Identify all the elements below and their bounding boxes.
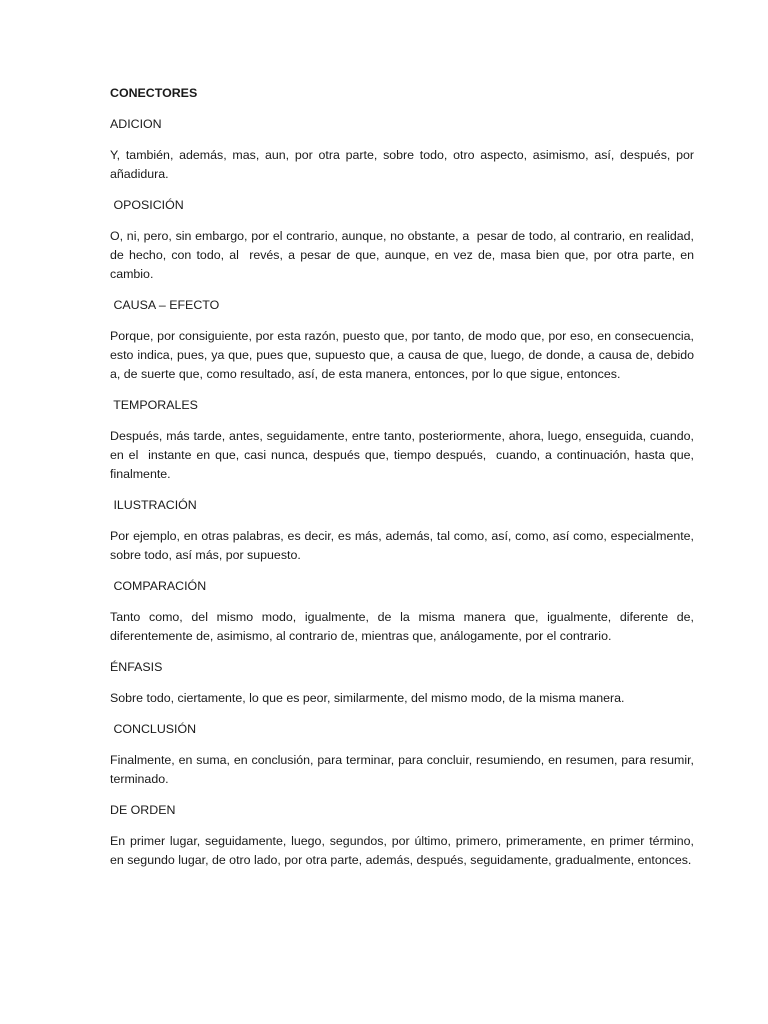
section-body: Sobre todo, ciertamente, lo que es peor, similarmente, del mismo modo, de la misma manera. xyxy=(110,691,625,705)
section-heading: ÉNFASIS xyxy=(110,660,163,674)
section-body: Y, también, además, mas, aun, por otra parte, sobre todo, otro aspecto, asimismo, así, después, por añadidura. xyxy=(110,148,698,181)
section-heading: CONCLUSIÓN xyxy=(110,722,197,736)
section-body: En primer lugar, seguidamente, luego, segundos, por último, primero, primeramente, en primer término, en segundo lugar, de otro lado, por otra parte, además, después, seguidamente, gradualmente, entonces. xyxy=(110,834,698,867)
section-heading: TEMPORALES xyxy=(110,398,198,412)
document-page xyxy=(110,84,698,882)
section-heading: ILUSTRACIÓN xyxy=(110,498,197,512)
section-enfasis xyxy=(110,658,694,708)
section-body: Por ejemplo, en otras palabras, es decir, es más, además, tal como, así, como, así como, especialmente, sobre todo, así más, por supuesto. xyxy=(110,529,698,562)
section-causa-efecto xyxy=(110,296,698,384)
section-heading: DE ORDEN xyxy=(110,803,176,817)
section-body: Después, más tarde, antes, seguidamente, entre tanto, posteriormente, ahora, luego, enseguida, cuando, en el instante en que, casi nunca, después que, tiempo después, cuando, a continuación, hasta que, finalmente. xyxy=(110,429,698,481)
section-temporales xyxy=(110,396,698,484)
section-body: Porque, por consiguiente, por esta razón, puesto que, por tanto, de modo que, por eso, en consecuencia, esto indica, pues, ya que, pues que, supuesto que, a causa de que, luego, de donde, a causa de, debido a, de suerte que, como resultado, así, de esta manera, entonces, por lo que sigue, entonces. xyxy=(110,329,698,381)
section-heading: ADICION xyxy=(110,117,162,131)
section-heading: COMPARACIÓN xyxy=(110,579,207,593)
section-body: Finalmente, en suma, en conclusión, para terminar, para concluir, resumiendo, en resumen, para resumir, terminado. xyxy=(110,753,698,786)
section-conclusion xyxy=(110,720,698,789)
document-title: CONECTORES xyxy=(110,86,198,100)
section-heading: CAUSA – EFECTO xyxy=(110,298,220,312)
section-body: O, ni, pero, sin embargo, por el contrario, aunque, no obstante, a pesar de todo, al contrario, en realidad, de hecho, con todo, al revés, a pesar de que, aunque, en vez de, masa bien que, por otra parte, en cambio. xyxy=(110,229,698,281)
section-de-orden xyxy=(110,801,698,870)
section-ilustracion xyxy=(110,496,698,565)
section-comparacion xyxy=(110,577,698,646)
section-body: Tanto como, del mismo modo, igualmente, de la misma manera que, igualmente, diferente de, diferentemente de, asimismo, al contrario de, mientras que, análogamente, por el contrario. xyxy=(110,610,698,643)
section-heading: OPOSICIÓN xyxy=(110,198,184,212)
section-adicion xyxy=(110,115,698,184)
section-oposicion xyxy=(110,196,698,284)
